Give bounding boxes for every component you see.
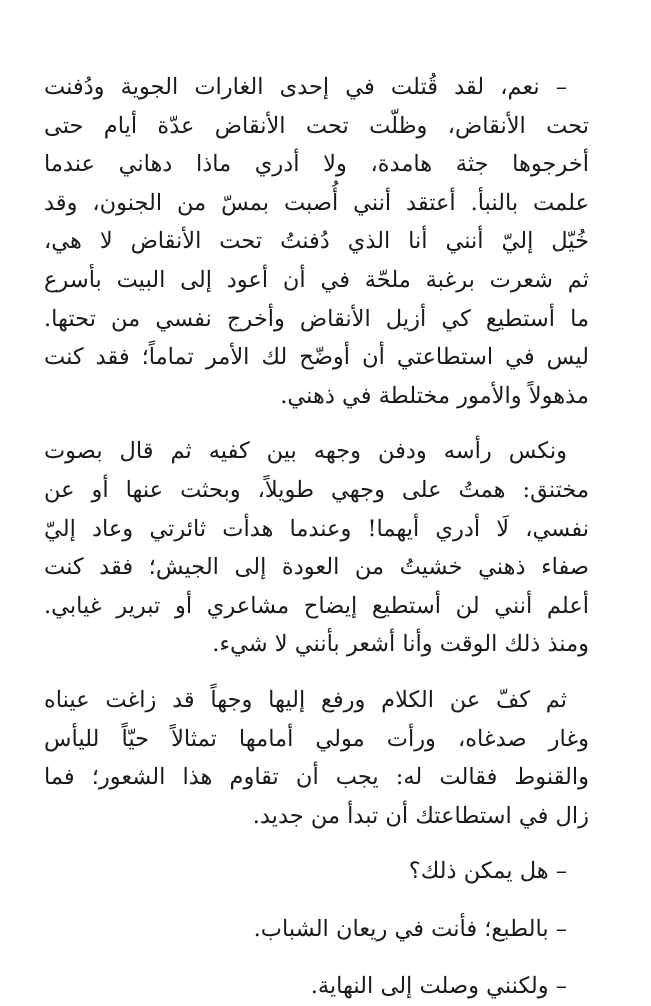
dialogue-line: – بالطبع؛ فأنت في ريعان الشباب.: [253, 915, 567, 942]
paragraph-gap: [44, 664, 589, 681]
text-line: – نعم، لقد قُتلت في إحدى الغارات الجوية ودُفنت: [44, 74, 567, 100]
dialogue-block: [44, 852, 589, 1006]
text-line: أخرجوها جثة هامدة، ولا أدري ماذا دهاني عندما: [44, 151, 589, 178]
text-line: وغار صدغاه، ورأت مولي أمامها تمثالاً حيّاً لليأس: [44, 725, 589, 752]
text-line: خُيّل إليّ أنني أنا الذي دُفنتُ تحت الأنقاض لا هي،: [44, 228, 589, 255]
text-line: ثم شعرت برغبة ملحّة في أن أعود إلى البيت بأسرع: [44, 266, 589, 293]
text-line: زال في استطاعتك أن تبدأ من جديد.: [252, 802, 589, 829]
text-line: ثم كفّ عن الكلام ورفع إليها وجهاً قد زاغت عيناه: [44, 686, 567, 713]
text-line: صفاء ذهني خشيتُ من العودة إلى الجيش؛ فقد كنت: [44, 554, 589, 581]
text-line: علمت بالنبأ. أعتقد أنني أُصبت بمسّ من الجنون، وقد: [44, 189, 589, 216]
paragraph-2: [44, 432, 589, 664]
text-line: تحت الأنقاض، وظلّت تحت الأنقاض عدّة أيام حتى: [44, 112, 589, 139]
text-line: ومنذ ذلك الوقت وأنا أشعر بأنني لا شيء.: [212, 631, 589, 658]
dialogue-line: – هل يمكن ذلك؟: [408, 858, 567, 885]
text-line: ما أستطيع كي أزيل الأنقاض وأخرج نفسي من تحتها.: [44, 305, 589, 332]
text-line: أعلم أنني لن أستطيع إيضاح مشاعري أو تبرير غيابي.: [44, 592, 589, 619]
paragraph-gap: [44, 415, 589, 432]
text-line: مذهولاً والأمور مختلطة في ذهني.: [280, 382, 589, 409]
dialogue-line: – ولكنني وصلت إلى النهاية.: [310, 973, 567, 1000]
text-line: مختنق: همتُ على وجهي طويلاً، وبحثت عنها أو عن: [44, 476, 589, 503]
paragraph-1: [44, 68, 589, 415]
paragraph-3: [44, 681, 589, 835]
text-line: والقنوط فقالت له: يجب أن تقاوم هذا الشعور؛ فما: [44, 764, 589, 791]
text-line: نفسي، لَا أدري أيهما! وعندما هدأت ثائرتي وعاد إليّ: [44, 515, 589, 542]
text-line: ليس في استطاعتي أن أوضّح لك الأمر تماماً؛ فقد كنت: [44, 344, 589, 371]
text-line: ونكس رأسه ودفن وجهه بين كفيه ثم قال بصوت: [44, 438, 567, 465]
paragraph-gap: [44, 835, 589, 852]
